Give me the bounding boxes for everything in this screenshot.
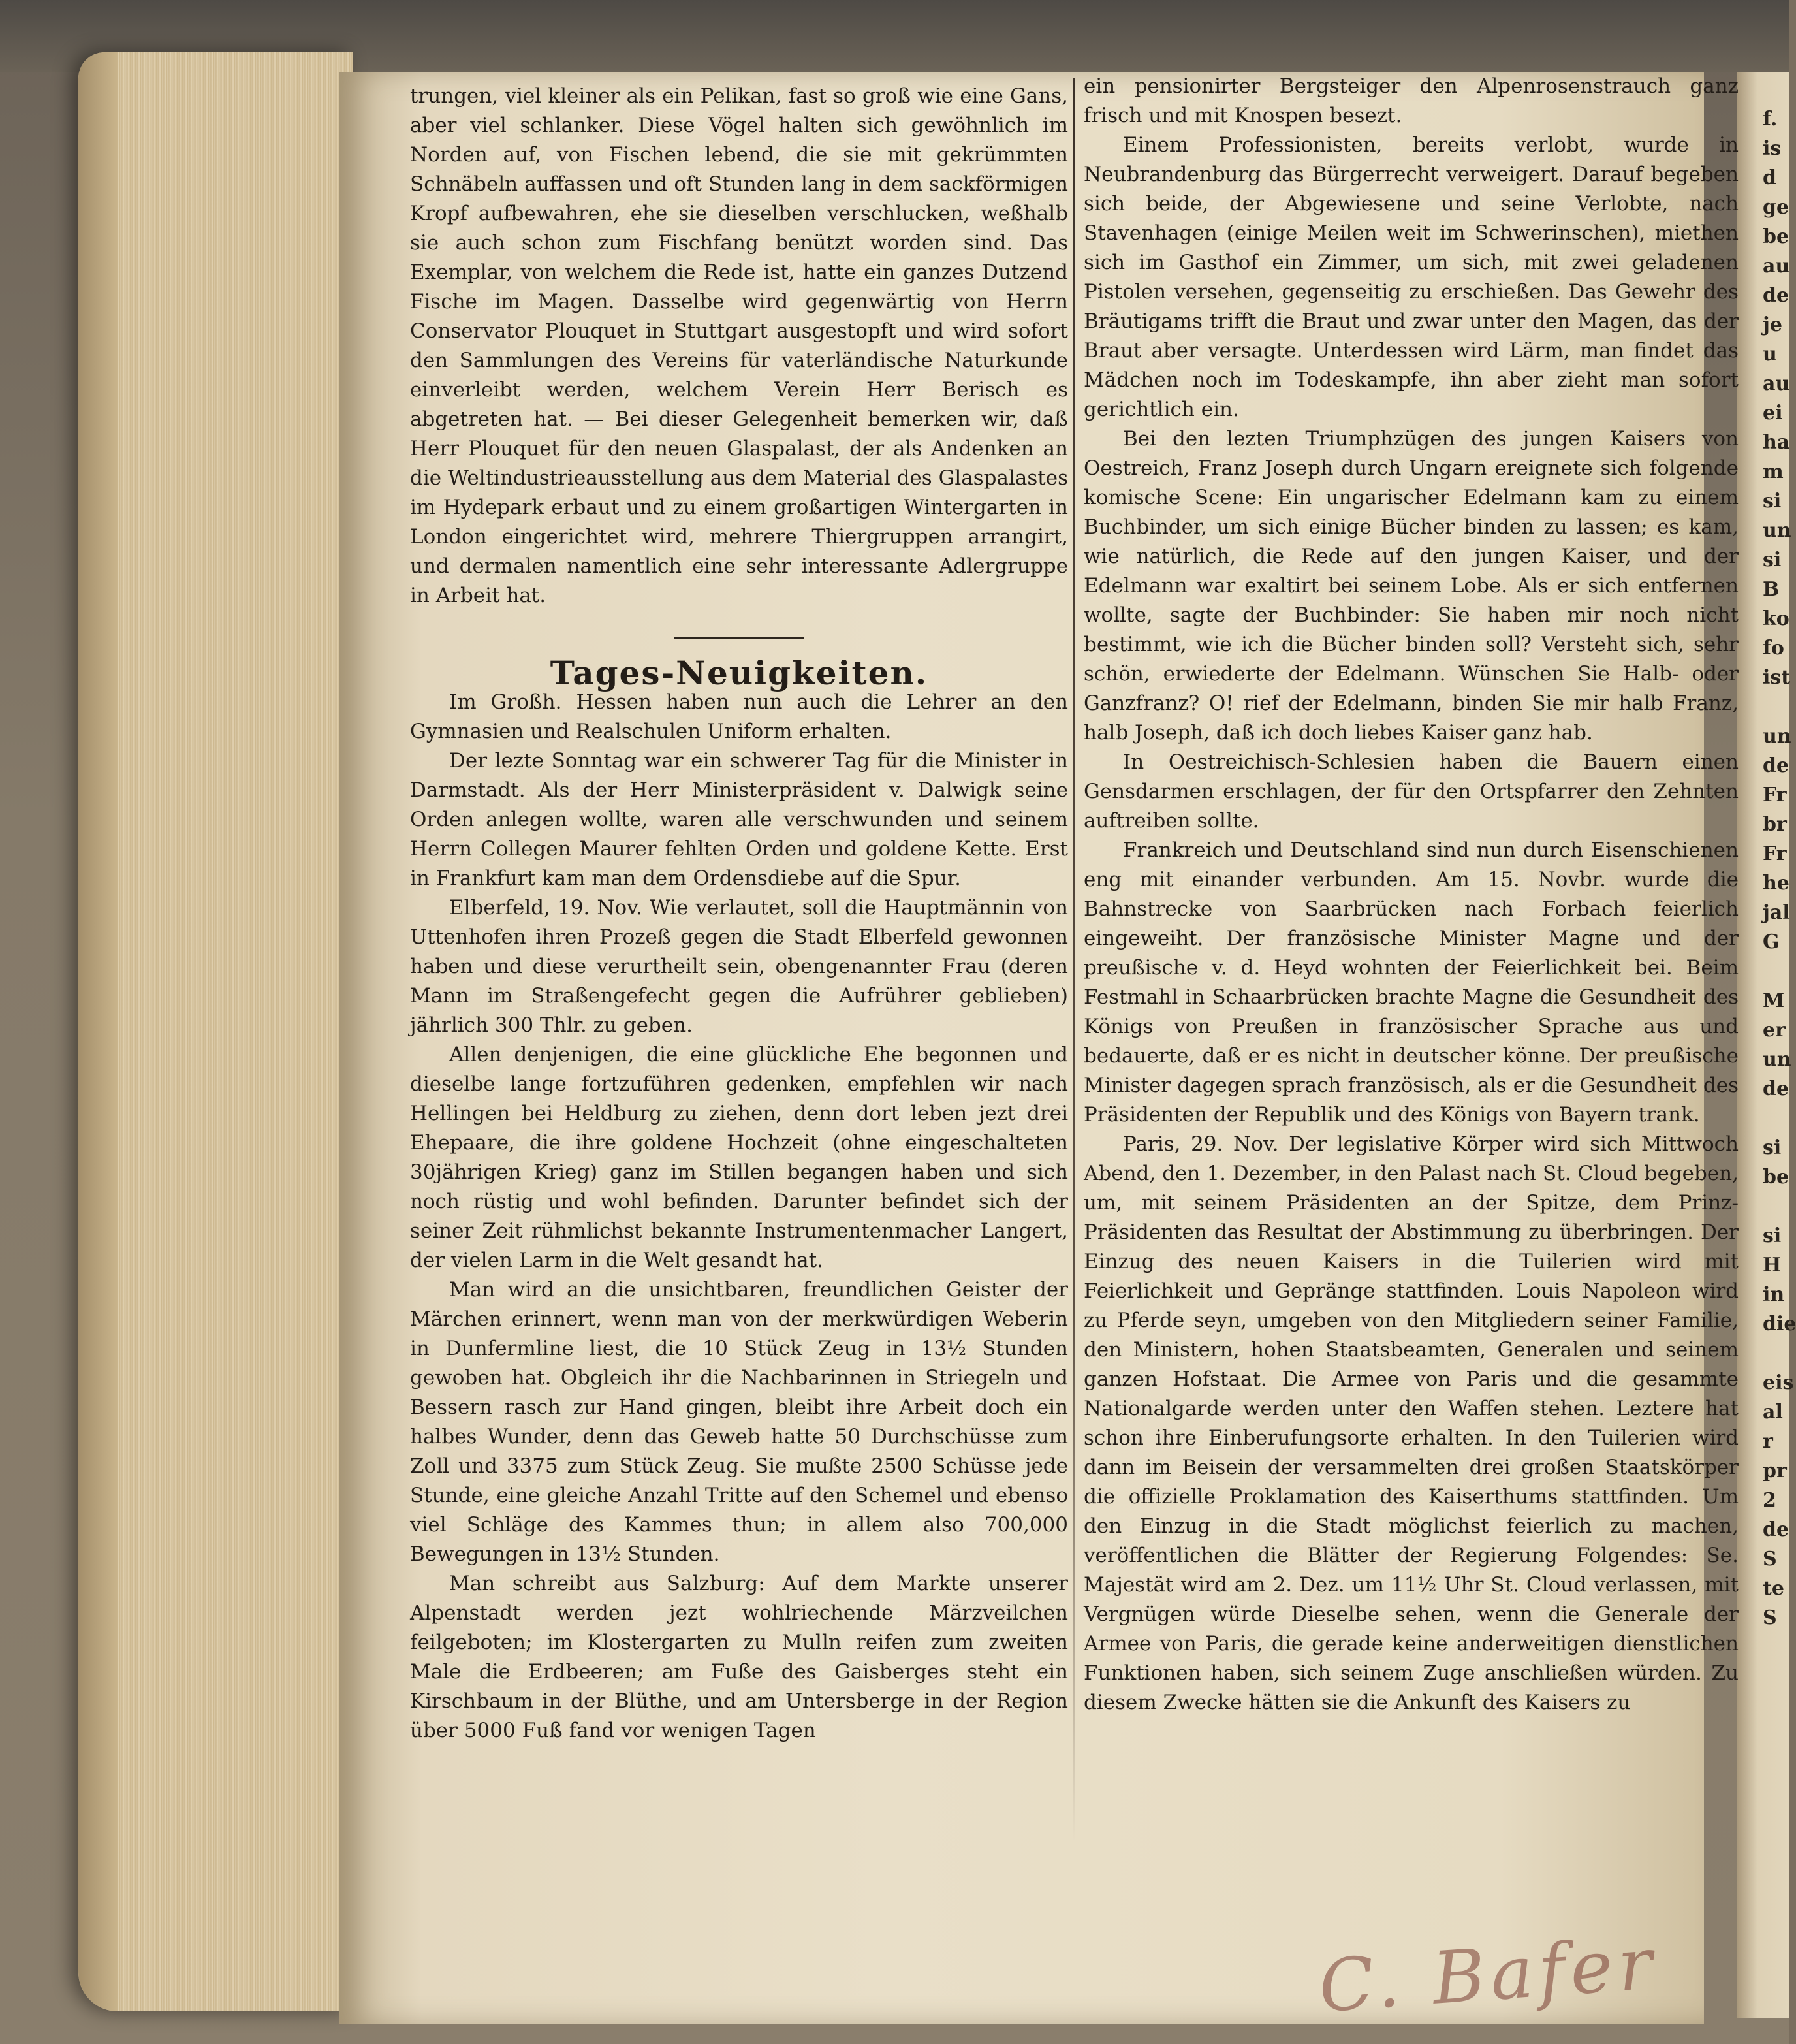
right-text-column (1084, 72, 1739, 1717)
news-item-ungarn: Bei den lezten Triumphzügen des jungen Kaisers von Oestreich, Franz Joseph durch Ungarn ereignete sich folgende komische Scene: Ein ungarischer Edelmann kam zu einem Buchbinder, um sich einige Bücher binden zu lassen; es kam, wie natürlich, die Rede auf den jungen Kaiser, und der Edelmann war exaltirt bei seinem Lobe. Als er sich entfernen wollte, sagte der Buchbinder: Sie haben mir noch nicht bestimmt, wie ich die Bücher binden soll? Versteht sich, sehr schön, erwiederte der Edelmann. Wünschen Sie Halb- oder Ganzfranz? O! rief der Edelmann, binden Sie mir halb Franz, halb Joseph, daß ich doch liebes Kaiser ganz hab. (1084, 427, 1739, 744)
article-continuation: trungen, viel kleiner als ein Pelikan, fast so groß wie eine Gans, aber viel schlanker. Diese Vögel halten sich gewöhnlich im Norden auf, von Fischen lebend, die sie mit gekrümmten Schnäbeln auffassen und oft Stunden lang in dem sackförmigen Kropf aufbewahren, ehe sie dieselben verschlucken, weßhalb sie auch schon zum Fischfang benützt worden sind. Das Exemplar, von welchem die Rede ist, hatte ein ganzes Dutzend Fische im Magen. Dasselbe wird gegenwärtig von Herrn Conservator Plouquet in Stuttgart ausgestopft und wird sofort den Sammlungen des Vereins für vaterländische Naturkunde einverleibt werden, welchem Verein Herr Berisch es abgetreten hat. — Bei dieser Gelegenheit bemerken wir, daß Herr Plouquet für den neuen Glaspalast, der als Andenken an die Weltindustrieausstellung aus dem Material des Glaspalastes im Hydepark erbaut und zu einem großartigen Wintergarten in London eingerichtet wird, mehrere Thiergruppen arrangirt, und dermalen namentlich eine sehr interessante Adlergruppe in Arbeit hat. (410, 84, 1068, 607)
news-item-hellingen: Allen denjenigen, die eine glückliche Ehe begonnen und dieselbe lange fortzuführen gedenken, empfehlen wir nach Hellingen bei Heldburg zu ziehen, denn dort leben jezt drei Ehepaare, die ihre goldene Hochzeit (ohne eingeschalteten 30jährigen Krieg) ganz im Stillen begangen haben und sich noch rüstig und wohl befinden. Darunter befindet sich der seiner Zeit rühmlichst bekannte Instrumentenmacher Langert, der vielen Larm in die Welt gesandt hat. (410, 1043, 1068, 1272)
news-item-darmstadt: Der lezte Sonntag war ein schwerer Tag für die Minister in Darmstadt. Als der Herr Ministerpräsident v. Dalwigk seine Orden anlegen wollte, waren alle verschwunden und seinem Herrn Collegen Maurer fehlten Orden und goldene Kette. Erst in Frankfurt kam man dem Ordensdiebe auf die Spur. (410, 749, 1068, 890)
news-item-salzburg: Man schreibt aus Salzburg: Auf dem Markte unserer Alpenstadt werden jezt wohlriechende Märzveilchen feilgeboten; im Klostergarten zu Mulln reifen zum zweiten Male die Erdbeeren; am Fuße des Gaisberges steht ein Kirschbaum in der Blüthe, und am Untersberge in der Region über 5000 Fuß fand vor wenigen Tagen (410, 1572, 1068, 1742)
section-title: Tages-Neuigkeiten. (550, 654, 928, 692)
handwritten-signature: C. Bafer (1316, 1921, 1660, 2028)
news-item-elberfeld: Elberfeld, 19. Nov. Wie verlautet, soll die Hauptmännin von Uttenhofen ihren Prozeß gegen die Stadt Elberfeld gewonnen haben und diese verurtheilt sein, obengenannter Frau (deren Mann im Straßengefecht gegen die Aufrührer geblieben) jährlich 300 Thlr. zu geben. (410, 896, 1068, 1037)
left-text-column (410, 82, 1068, 1746)
news-item-dunfermline: Man wird an die unsichtbaren, freundlichen Geister der Märchen erinnert, wenn man von der merkwürdigen Weberin in Dunfermline liest, die 10 Stück Zeug in 13½ Stunden gewoben hat. Obgleich ihr die Nachbarinnen in Striegeln und Bessern rasch zur Hand gingen, bleibt ihre Arbeit doch ein halbes Wunder, denn das Geweb hatte 50 Durchschüsse zum Zoll und 3375 zum Stück Zeug. Sie mußte 2500 Schüsse jede Stunde, eine gleiche Anzahl Tritte auf den Schemel und ebenso viel Schläge des Kammes thun; in allem also 700,000 Bewegungen in 13½ Stunden. (410, 1278, 1068, 1566)
news-item-paris: Paris, 29. Nov. Der legislative Körper wird sich Mittwoch Abend, den 1. Dezember, in den Palast nach St. Cloud begeben, um, mit seinem Präsidenten an der Spitze, dem Prinz-Präsidenten das Resultat der Abstimmung zu überbringen. Der Einzug des neuen Kaisers in die Tuilerien wird mit Feierlichkeit und Gepränge stattfinden. Louis Napoleon wird zu Pferde seyn, umgeben von den Mitgliedern seiner Familie, den Ministern, hohen Staatsbeamten, Generalen und seinem ganzen Hofstaat. Die Armee von Paris und die gesammte Nationalgarde werden unter den Waffen stehen. Leztere hat schon ihre Einberufungsorte erhalten. In den Tuilerien wird dann im Beisein der versammelten drei großen Staatskörper die offizielle Proklamation des Kaiserthums stattfinden. Um den Einzug in die Stadt möglichst feierlich zu machen, veröffentlichen die Blätter der Regierung Folgendes: Se. Majestät wird am 2. Dez. um 11½ Uhr St. Cloud verlassen, mit Vergnügen würde Dieselbe sehen, wenn die Generale der Armee von Paris, die gerade keine anderweitigen dienstlichen Funktionen haben, sich seinem Zuge anschließen würden. Zu diesem Zwecke hätten sie die Ankunft des Kaisers zu (1084, 1132, 1739, 1714)
book-cover-edge (78, 52, 118, 2011)
news-item-eisenbahn: Frankreich und Deutschland sind nun durch Eisenschienen eng mit einander verbunden. Am 15. Novbr. wurde die Bahnstrecke von Saarbrücken nach Forbach feierlich eingeweiht. Der französische Minister Magne und der preußische v. d. Heyd wohnten der Feierlichkeit bei. Beim Festmahl in Schaarbrücken brachte Magne die Gesundheit des Königs von Preußen in französischer Sprache aus und bedauerte, daß er es nicht in deutscher könne. Der preußische Minister dagegen sprach französisch, als er die Gesundheit des Präsidenten der Republik und des Königs von Bayern trank. (1084, 838, 1739, 1126)
news-item-hessen: Im Großh. Hessen haben nun auch die Lehrer an den Gymnasien und Realschulen Uniform erhalten. (410, 690, 1068, 743)
article-continuation-right: ein pensionirter Bergsteiger den Alpenrosenstrauch ganz frisch und mit Knospen besezt. (1084, 74, 1739, 127)
next-page-edge (1737, 72, 1796, 2018)
book-page-stack (78, 52, 353, 2011)
next-page-text-fragment: f. is d ge be au de je u au ei ha m si un si B ko fo ist un de Fr br Fr he jal G M er un de si be si H in die eis al r pr 2 de S te S (1763, 108, 1796, 1629)
news-item-neubrandenburg: Einem Professionisten, bereits verlobt, wurde in Neubrandenburg das Bürgerrecht verweigert. Darauf begeben sich beide, der Abgewiesene und seine Verlobte, nach Stavenhagen (einige Meilen weit im Schwerinschen), miethen sich im Gasthof ein Zimmer, um sich, mit zwei geladenen Pistolen versehen, gegenseitig zu erschießen. Das Gewehr des Bräutigams trifft die Braut und zwar unter den Magen, das der Braut aber versagte. Unterdessen wird Lärm, man findet das Mädchen noch im Todeskampfe, ihn aber zieht man sofort gerichtlich ein. (1084, 133, 1739, 421)
news-item-schlesien: In Oestreichisch-Schlesien haben die Bauern einen Gensdarmen erschlagen, der für den Ortspfarrer den Zehnten auftreiben sollte. (1084, 750, 1739, 833)
column-rule (1073, 78, 1075, 1842)
section-divider (674, 637, 804, 639)
